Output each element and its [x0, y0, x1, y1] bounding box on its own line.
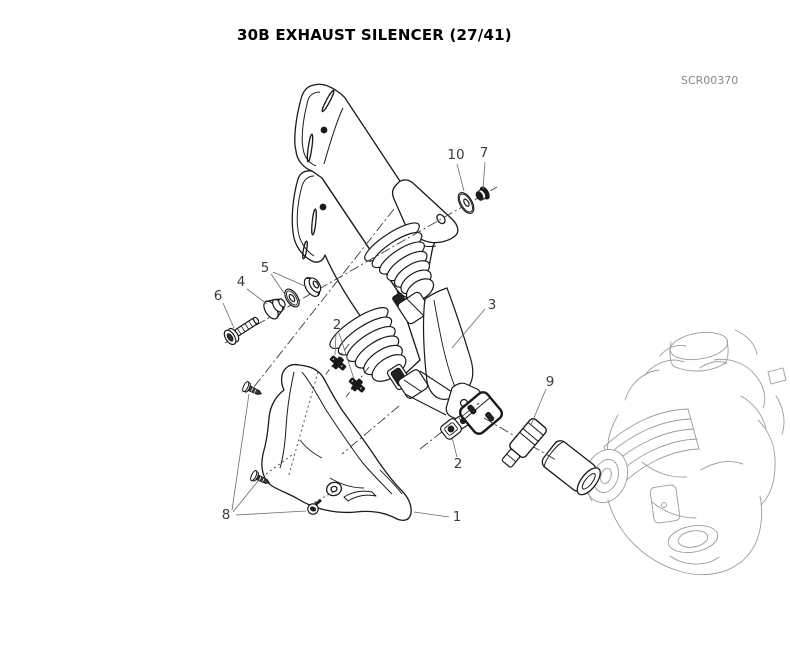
exhaust-pipe — [424, 288, 473, 399]
callout-7: 7 — [479, 145, 489, 161]
callout-5: 5 — [260, 260, 270, 276]
mount-bolt — [222, 313, 262, 347]
page-title: 30B EXHAUST SILENCER (27/41) — [237, 26, 512, 44]
shield-screw — [241, 381, 263, 399]
vibration-damper — [498, 417, 547, 470]
callout-3: 3 — [487, 297, 497, 313]
heat-shield — [262, 365, 411, 521]
callout-9: 9 — [545, 374, 555, 390]
callout-1: 1 — [452, 509, 462, 525]
callout-6: 6 — [213, 288, 223, 304]
callout-2a: 2 — [332, 317, 342, 333]
callout-4: 4 — [236, 274, 246, 290]
rivet-dot — [321, 127, 328, 134]
callout-8: 8 — [221, 507, 231, 523]
washer-grommet — [301, 274, 324, 299]
flange-nut — [474, 186, 491, 203]
callout-10: 10 — [447, 147, 465, 163]
callout-2b: 2 — [453, 456, 463, 472]
drawing-code: SCR00370 — [681, 74, 739, 87]
spring-clip — [327, 352, 349, 374]
washer-large — [455, 190, 477, 216]
rivet-dot — [320, 204, 327, 211]
engine-block — [578, 329, 786, 575]
